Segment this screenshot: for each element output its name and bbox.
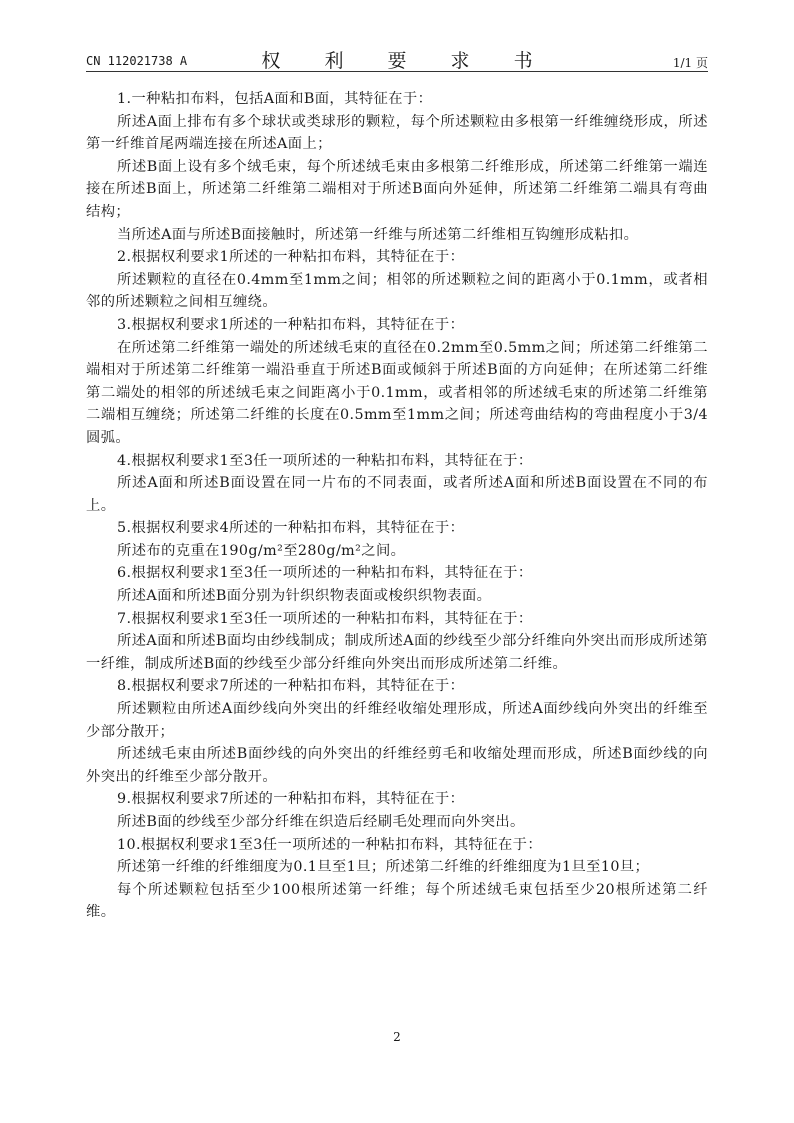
claim-paragraph: 所述A面上排布有多个球状或类球形的颗粒，每个所述颗粒由多根第一纤维缠绕形成，所述第一纤维首尾两端连接在所述A面上；: [86, 113, 708, 153]
document-number: CN 112021738 A: [86, 54, 188, 68]
claim-paragraph: 4.根据权利要求1至3任一项所述的一种粘扣布料，其特征在于：: [117, 452, 533, 469]
claim-paragraph: 所述A面和所述B面均由纱线制成；制成所述A面的纱线至少部分纤维向外突出而形成所述第一纤维，制成所述B面的纱线至少部分纤维向外突出而形成所述第二纤维。: [86, 633, 708, 672]
page-header: [86, 44, 708, 72]
claim-paragraph: 所述第一纤维的纤维细度为0.1旦至1旦；所述第二纤维的纤维细度为1旦至10旦；: [117, 859, 650, 876]
claim-paragraph: 当所述A面与所述B面接触时，所述第一纤维与所述第二纤维相互钩缠形成粘扣。: [117, 226, 639, 243]
claim-paragraph: 在所述第二纤维第一端处的所述绒毛束的直径在0.2mm至0.5mm之间；所述第二纤维第二端相对于所述第二纤维第一端沿垂直于所述B面或倾斜于所述B面的方向延伸；在所述第二纤维第二端处的相邻的所述绒毛束之间距离小于0.1mm，或者相邻的所述绒毛束的所述第二纤维第二端相互缠绕；所述第二纤维的长度在0.5mm至1mm之间；所述弯曲结构的弯曲程度小于3/4圆弧。: [86, 339, 708, 446]
claim-paragraph: 2.根据权利要求1所述的一种粘扣布料，其特征在于：: [117, 249, 465, 266]
claim-paragraph: 9.根据权利要求7所述的一种粘扣布料，其特征在于：: [117, 791, 465, 808]
claim-paragraph: 3.根据权利要求1所述的一种粘扣布料，其特征在于：: [117, 316, 465, 333]
claim-paragraph: 所述A面和所述B面分别为针织织物表面或梭织织物表面。: [117, 588, 492, 605]
claim-paragraph: 所述B面上设有多个绒毛束，每个所述绒毛束由多根第二纤维形成，所述第二纤维第一端连接在所述B面上，所述第二纤维第二端相对于所述B面向外延伸，所述第二纤维第二端具有弯曲结构；: [86, 158, 708, 220]
claim-paragraph: 6.根据权利要求1至3任一项所述的一种粘扣布料，其特征在于：: [117, 565, 533, 582]
claim-paragraph: 所述颗粒的直径在0.4mm至1mm之间；相邻的所述颗粒之间的距离小于0.1mm，或者相邻的所述颗粒之间相互缠绕。: [86, 271, 708, 311]
claim-paragraph: 所述布的克重在190g/m²至280g/m²之间。: [117, 542, 406, 559]
claim-paragraph: 7.根据权利要求1至3任一项所述的一种粘扣布料，其特征在于：: [117, 610, 533, 627]
page-indicator: 1/1 页: [672, 56, 708, 70]
claim-paragraph: 所述A面和所述B面设置在同一片布的不同表面，或者所述A面和所述B面设置在不同的布上。: [86, 475, 708, 514]
claim-paragraph: 所述B面的纱线至少部分纤维在织造后经刷毛处理而向外突出。: [117, 814, 525, 830]
header-divider: [86, 71, 708, 72]
claim-paragraph: 所述颗粒由所述A面纱线向外突出的纤维经收缩处理形成，所述A面纱线向外突出的纤维至少部分散开；: [86, 701, 708, 740]
claim-paragraph: 10.根据权利要求1至3任一项所述的一种粘扣布料，其特征在于：: [117, 836, 543, 853]
claim-paragraph: 1.一种粘扣布料，包括A面和B面，其特征在于：: [117, 91, 433, 107]
claims-body: [86, 88, 708, 924]
claim-paragraph: 5.根据权利要求4所述的一种粘扣布料，其特征在于：: [117, 520, 465, 537]
claim-paragraph: 每个所述颗粒包括至少100根所述第一纤维；每个所述绒毛束包括至少20根所述第二纤维。: [86, 881, 708, 921]
document-title: 权 利 要 求 书: [261, 50, 552, 72]
claim-paragraph: 所述绒毛束由所述B面纱线的向外突出的纤维经剪毛和收缩处理而形成，所述B面纱线的向外突出的纤维至少部分散开。: [86, 746, 708, 785]
page-number: 2: [393, 1030, 401, 1044]
claim-paragraph: 8.根据权利要求7所述的一种粘扣布料，其特征在于：: [117, 678, 465, 695]
